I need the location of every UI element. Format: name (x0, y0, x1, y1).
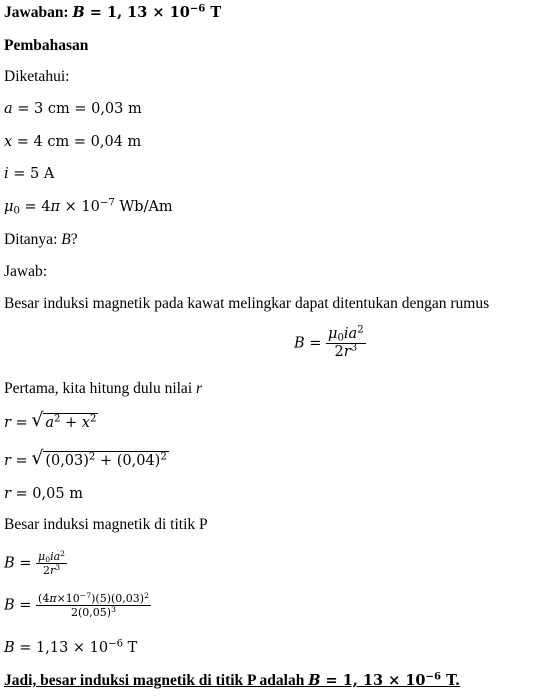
point-intro: Besar induksi magnetik di titik P (4, 516, 208, 533)
known-a: a = 3 cm = 0,03 m (4, 101, 142, 117)
main-formula-fraction: $\frac{\mu_0ia^2}{2r^3}$ (328, 324, 364, 360)
conclusion-text: Jadi, besar induksi magnetik di titik P adalah (4, 672, 305, 689)
known-label: Diketahui: (4, 68, 70, 85)
r-substituted: r = √ $(0,03)^2 + (0,04)^2$ (4, 451, 169, 471)
answer-heading: Jawab: (4, 263, 48, 280)
known-x: x = 4 cm = 0,04 m (4, 134, 142, 150)
b-formula-fraction: $\frac{\mu_0ia^2}{2r^3}$ (38, 548, 66, 577)
b-substituted: B = $\frac{(4\pi\times 10^{-7})(5)(0,03)^2}{2(0,05)^3}$ (4, 590, 149, 619)
section-title: Pembahasan (4, 37, 89, 54)
answer-value: B = 1, $13 \times 10^{-6}$ T (72, 2, 222, 21)
main-formula: B = $\frac{\mu_0ia^2}{2r^3}$ (294, 324, 364, 360)
conclusion-value: B = 1, $13 \times 10^{-6}$ T. (308, 670, 461, 689)
b-formula: B = $\frac{\mu_0ia^2}{2r^3}$ (4, 548, 66, 577)
formula-intro: Besar induksi magnetik pada kawat melingkar dapat ditentukan dengan rumus (4, 295, 490, 312)
step-r-intro: Pertama, kita hitung dulu nilai r (4, 380, 203, 397)
answer-line (4, 3, 221, 23)
known-i: i = 5 A (4, 166, 55, 182)
conclusion-line (4, 671, 460, 691)
answer-label: Jawaban: (4, 4, 69, 21)
r-result: r = 0,05 m (4, 486, 83, 502)
b-result: $B = 1,13 \times 10^{-6}$ T (4, 638, 138, 656)
r-formula: r = √ $a^2 + x^2$ (4, 413, 98, 433)
asked-line: Ditanya: B? (4, 231, 78, 248)
b-substituted-fraction: $\frac{(4\pi\times 10^{-7})(5)(0,03)^2}{2(0,05)^3}$ (38, 590, 149, 619)
known-mu0: $\mu_0 = 4\pi \times 10^{-7}$ Wb/Am (4, 197, 173, 217)
